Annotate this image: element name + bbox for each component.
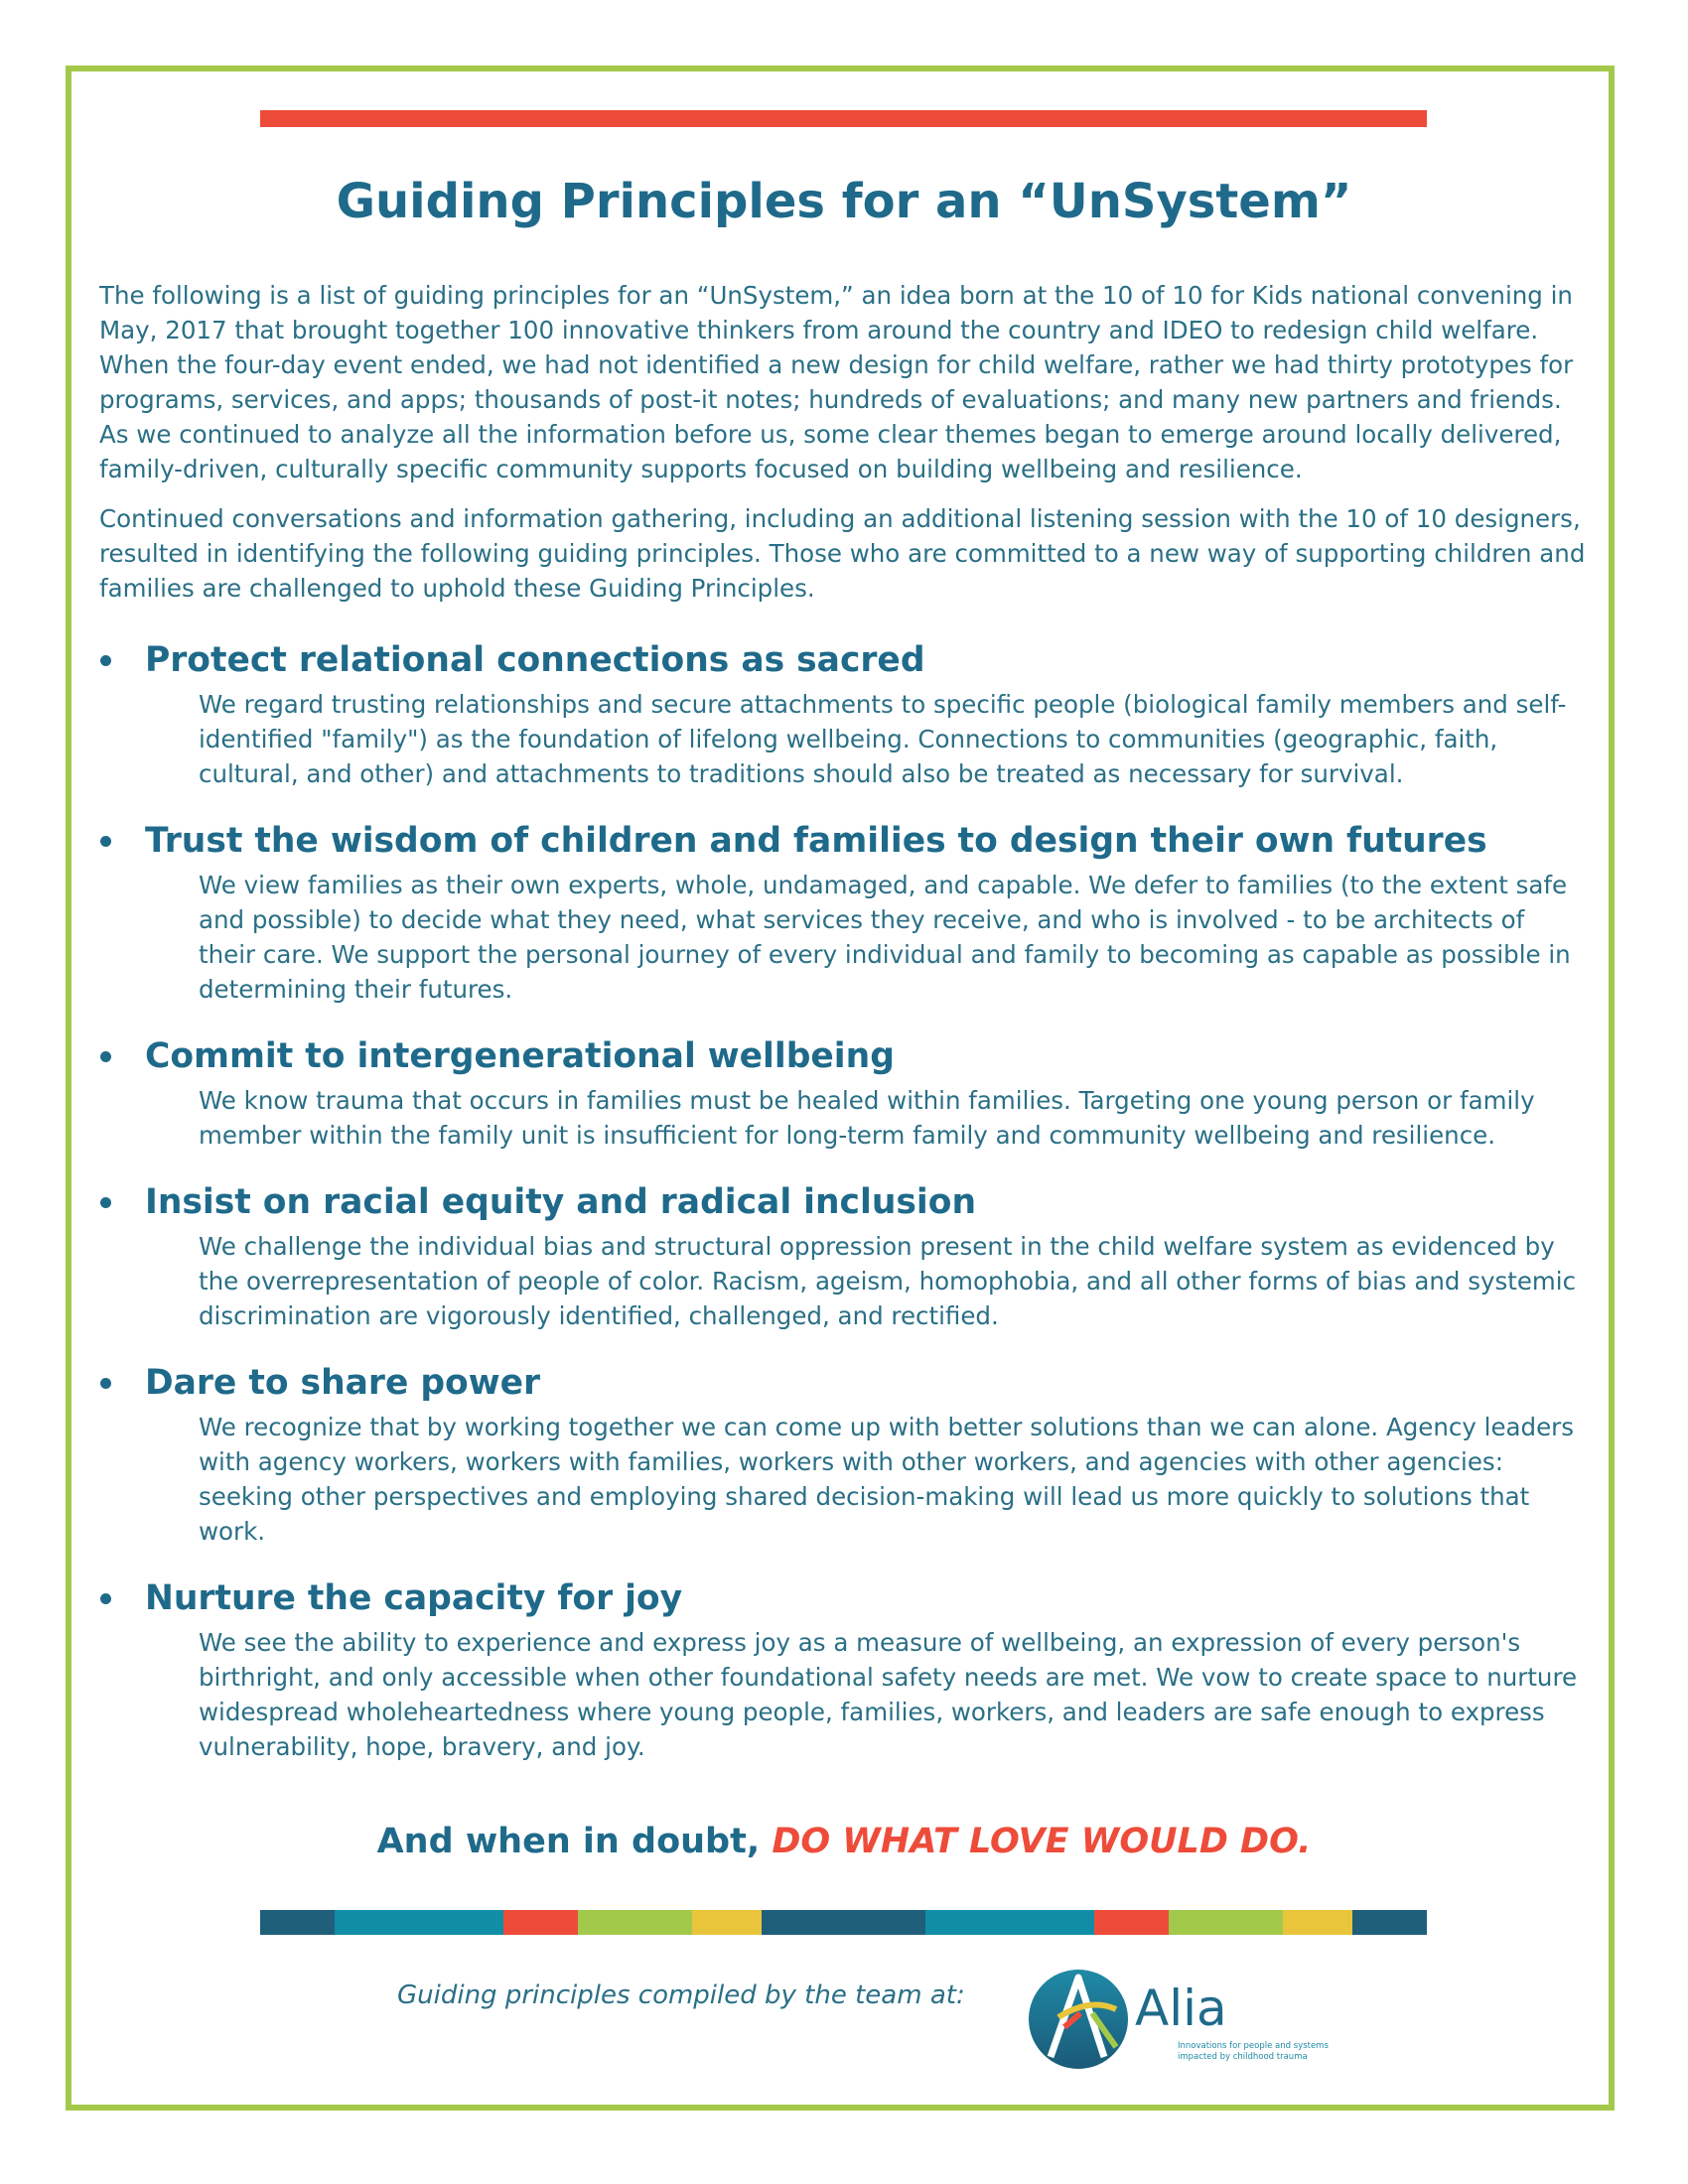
principle-body: We see the ability to experience and express joy as a measure of wellbeing, an expression of every person's birthright, and only accessible when other foundational safety needs are met. We vow to create space to nurture widespread wholeheartedness where young people, families, workers, and leaders are safe enough to express vulnerability, hope, bravery, and joy. (199, 1628, 1578, 1761)
principle-title: Nurture the capacity for joy (145, 1578, 683, 1618)
logo-name: Alia (1135, 1979, 1227, 2037)
stripe-segment (1094, 1910, 1169, 1935)
principle-title: Dare to share power (145, 1363, 541, 1403)
closing-emphasis: DO WHAT LOVE WOULD DO. (772, 1822, 1312, 1861)
intro (99, 278, 1589, 620)
principle-body: We challenge the individual bias and structural oppression present in the child welfare system as evidenced by the overrepresentation of people of color. Racism, ageism, homophobia, and all other forms of bias and systemic discrimination are vigorously identified, challenged, and rectified. (199, 1232, 1577, 1330)
intro-paragraph: Continued conversations and information gathering, including an additional listening session with the 10 of 10 designers, resulted in identifying the following guiding principles. Those who are committed to a new way of supporting children and families are challenged to uphold these Guiding Principles. (99, 504, 1586, 603)
principle-title: Trust the wisdom of children and families to design their own futures (145, 821, 1487, 861)
stripe-segment (1283, 1910, 1352, 1935)
principle-body: We view families as their own experts, whole, undamaged, and capable. We defer to families (to the extent safe and possible) to decide what they need, what services they receive, and who is involved - to be architects of their care. We support the personal journey of every individual and family to becoming as capable as possible in determining their futures. (199, 871, 1571, 1004)
bullet-icon (100, 655, 111, 666)
principle-title: Protect relational connections as sacred (145, 640, 925, 680)
stripe-segment (1169, 1910, 1283, 1935)
stripe-segment (1352, 1910, 1427, 1935)
principle-title: Insist on racial equity and radical inclusion (145, 1182, 977, 1222)
principles-list (94, 635, 1594, 1789)
stripe-segment (503, 1910, 578, 1935)
bullet-icon (100, 836, 111, 847)
principle-body: We regard trusting relationships and secure attachments to specific people (biological family members and self-identified "family") as the foundation of lifelong wellbeing. Connections to communities (geographic, faith, cultural, and other) and attachments to traditions should also be treated as necessary for survival. (199, 690, 1567, 788)
color-stripe (260, 1910, 1427, 1935)
logo-tagline: Innovations for people and systems impacted by childhood trauma (1178, 2041, 1329, 2062)
principle-item (94, 1177, 1594, 1333)
closing-line (0, 1822, 1688, 1861)
credit-text: Guiding principles compiled by the team at: (397, 1980, 965, 2010)
bullet-icon (100, 1051, 111, 1062)
principle-body: We know trauma that occurs in families must be healed within families. Targeting one young person or family member within the family unit is insufficient for long-term family and community wellbeing and resilience. (199, 1086, 1535, 1150)
principle-item (94, 635, 1594, 791)
stripe-segment (260, 1910, 335, 1935)
alia-logo-icon (1021, 1958, 1135, 2077)
bullet-icon (100, 1593, 111, 1604)
stripe-segment (578, 1910, 692, 1935)
alia-logo (1021, 1958, 1338, 2077)
top-accent-bar (260, 110, 1427, 127)
principle-body: We recognize that by working together we can come up with better solutions than we can alone. Agency leaders with agency workers, workers with families, workers with other workers, and agencies with other agencies: seeking other perspectives and employing shared decision-making will lead us more quickly to solutions that work. (199, 1413, 1574, 1546)
stripe-segment (335, 1910, 503, 1935)
page-title: Guiding Principles for an “UnSystem” (336, 174, 1352, 229)
principle-title: Commit to intergenerational wellbeing (145, 1036, 895, 1076)
principle-item (94, 816, 1594, 1007)
principle-item (94, 1573, 1594, 1764)
stripe-segment (762, 1910, 925, 1935)
stripe-segment (692, 1910, 762, 1935)
principle-item (94, 1358, 1594, 1549)
bullet-icon (100, 1197, 111, 1208)
closing-prefix: And when in doubt, (376, 1822, 773, 1861)
intro-paragraph: The following is a list of guiding principles for an “UnSystem,” an idea born at the 10 of 10 for Kids national convening in May, 2017 that brought together 100 innovative thinkers from around the country and IDEO to redesign child welfare. When the four-day event ended, we had not identified a new design for child welfare, rather we had thirty prototypes for programs, services, and apps; thousands of post-it notes; hundreds of evaluations; and many new partners and friends. As we continued to analyze all the information before us, some clear themes began to emerge around locally delivered, family-driven, culturally specific community supports focused on building wellbeing and resilience. (99, 281, 1574, 483)
bullet-icon (100, 1378, 111, 1389)
stripe-segment (925, 1910, 1094, 1935)
principle-item (94, 1031, 1594, 1153)
